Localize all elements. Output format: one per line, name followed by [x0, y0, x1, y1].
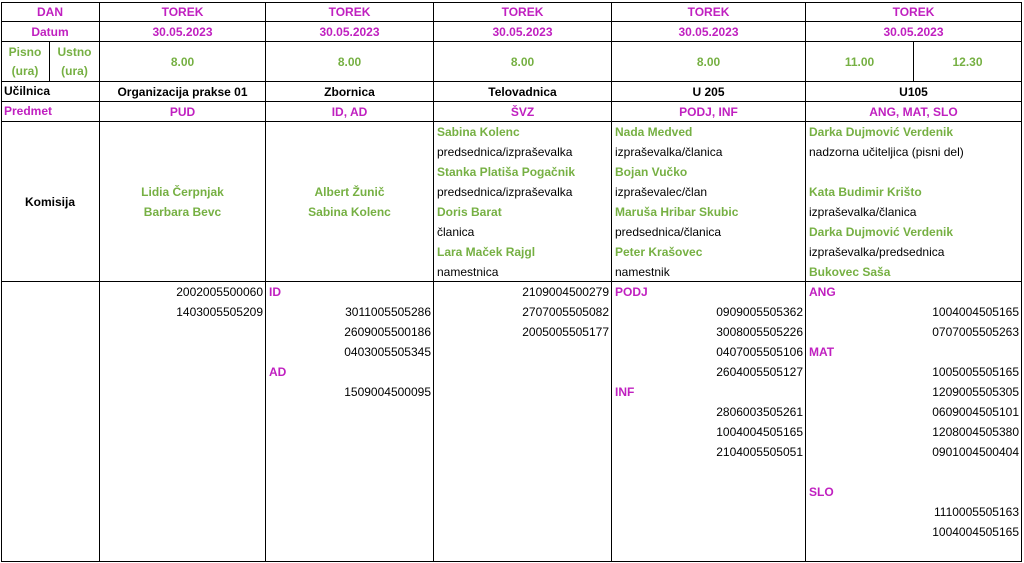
student-id: 1208004505380 [932, 425, 1019, 439]
time-cell: 8.00 [100, 42, 266, 82]
committee-member-role: nadzorna učiteljica (pisni del) [809, 145, 964, 159]
student-id: 1004004505165 [932, 525, 1019, 539]
student-id: 2604005505127 [716, 365, 803, 379]
dan-cell: TOREK [266, 2, 434, 22]
student-id: 2707005505082 [522, 305, 609, 319]
komisija-label: Komisija [1, 122, 100, 282]
dan-label: DAN [1, 2, 100, 22]
student-ids-cell [266, 282, 434, 562]
classroom-cell: U 205 [612, 82, 806, 102]
subject-cell: PUD [100, 102, 266, 122]
committee-member-name: Kata Budimir Krišto [809, 185, 922, 199]
student-ids-cell [100, 282, 266, 562]
committee-member-role: članica [437, 225, 475, 239]
classroom-cell: U105 [806, 82, 1022, 102]
dan-cell: TOREK [612, 2, 806, 22]
time-cell: 8.00 [266, 42, 434, 82]
datum-cell: 30.05.2023 [806, 22, 1022, 42]
subject-group-label: SLO [809, 485, 834, 499]
exam-schedule-table [1, 2, 1022, 562]
student-ids-cell [612, 282, 806, 562]
committee-member-name: Doris Barat [437, 205, 502, 219]
dan-cell: TOREK [100, 2, 266, 22]
committee-member-name: Lara Maček Rajgl [437, 245, 536, 259]
committee-member-name: Darka Dujmović Verdenik [809, 225, 954, 239]
committee-cell [100, 122, 266, 282]
committee-member-role: izpraševalec/član [615, 185, 708, 199]
subject-cell: ŠVZ [434, 102, 612, 122]
pisno-time-cell: 11.00 [806, 42, 914, 82]
dan-cell: TOREK [434, 2, 612, 22]
subject-cell: PODJ, INF [612, 102, 806, 122]
committee-member: Sabina Kolenc [308, 205, 391, 219]
subject-group-label: ID [269, 285, 281, 299]
committee-cell [434, 122, 612, 282]
student-id: 0403005505345 [344, 345, 431, 359]
subject-group-label: INF [615, 385, 635, 399]
student-id: 0909005505362 [716, 305, 803, 319]
student-id: 2609005500186 [344, 325, 431, 339]
classroom-cell: Organizacija prakse 01 [100, 82, 266, 102]
student-ids-cell [806, 282, 1022, 562]
student-id: 1004004505165 [932, 305, 1019, 319]
committee-member: Lidia Čerpnjak [141, 185, 224, 199]
student-id: 2806003505261 [716, 405, 803, 419]
committee-member-role: predsednica/izpraševalka [437, 145, 573, 159]
student-id: 2109004500279 [522, 285, 609, 299]
committee-cell [612, 122, 806, 282]
student-id: 0901004500404 [932, 445, 1019, 459]
committee-member-role: izpraševalka/članica [615, 145, 723, 159]
datum-cell: 30.05.2023 [100, 22, 266, 42]
predmet-label: Predmet [1, 102, 100, 122]
student-id: 1209005505305 [932, 385, 1019, 399]
ustno-label: Ustno (ura) [50, 42, 100, 82]
committee-member-role: namestnica [437, 265, 499, 279]
time-cell: 8.00 [434, 42, 612, 82]
ustno-time-cell: 12.30 [914, 42, 1022, 82]
committee-member-name: Darka Dujmović Verdenik [809, 125, 954, 139]
ucilnica-label: Učilnica [1, 82, 100, 102]
datum-cell: 30.05.2023 [434, 22, 612, 42]
committee-member-role: izpraševalka/članica [809, 205, 917, 219]
subject-group-label: MAT [809, 345, 835, 359]
student-id: 0609004505101 [932, 405, 1019, 419]
committee-member-role: namestnik [615, 265, 670, 279]
classroom-cell: Zbornica [266, 82, 434, 102]
student-id: 1403005505209 [176, 305, 263, 319]
committee-member-name: Bukovec Saša [809, 265, 891, 279]
student-id: 0707005505263 [932, 325, 1019, 339]
committee-member-role: predsednica/izpraševalka [437, 185, 573, 199]
student-id: 1509004500095 [344, 385, 431, 399]
committee-member-name: Sabina Kolenc [437, 125, 520, 139]
committee-member-name: Maruša Hribar Skubic [615, 205, 739, 219]
student-id: 1004004505165 [716, 425, 803, 439]
subject-cell: ANG, MAT, SLO [806, 102, 1022, 122]
committee-member-role: izpraševalka/predsednica [809, 245, 945, 259]
student-id: 2005005505177 [522, 325, 609, 339]
committee-member-name: Nada Medved [615, 125, 693, 139]
time-cell: 8.00 [612, 42, 806, 82]
pisno-label: Pisno (ura) [1, 42, 50, 82]
classroom-cell: Telovadnica [434, 82, 612, 102]
student-id: 3011005505286 [345, 305, 431, 319]
committee-cell [806, 122, 1022, 282]
students-empty-cell [1, 282, 100, 562]
committee-member: Albert Žunič [314, 185, 385, 199]
dan-cell: TOREK [806, 2, 1022, 22]
student-id: 3008005505226 [716, 325, 803, 339]
subject-group-label: ANG [809, 285, 836, 299]
subject-cell: ID, AD [266, 102, 434, 122]
datum-cell: 30.05.2023 [266, 22, 434, 42]
committee-cell [266, 122, 434, 282]
committee-member-name: Peter Krašovec [615, 245, 703, 259]
student-ids-cell [434, 282, 612, 562]
committee-member: Barbara Bevc [143, 205, 222, 219]
student-id: 2104005505051 [716, 445, 803, 459]
committee-member-name: Stanka Platiša Pogačnik [437, 165, 576, 179]
committee-member-role: predsednica/članica [615, 225, 722, 239]
student-id: 0407005505106 [716, 345, 803, 359]
committee-member-name: Bojan Vučko [615, 165, 688, 179]
student-id: 2002005500060 [176, 285, 263, 299]
subject-group-label: PODJ [615, 285, 648, 299]
datum-cell: 30.05.2023 [612, 22, 806, 42]
datum-label: Datum [1, 22, 100, 42]
subject-group-label: AD [269, 365, 287, 379]
student-id: 1005005505165 [932, 365, 1019, 379]
student-id: 1110005505163 [934, 505, 1019, 519]
